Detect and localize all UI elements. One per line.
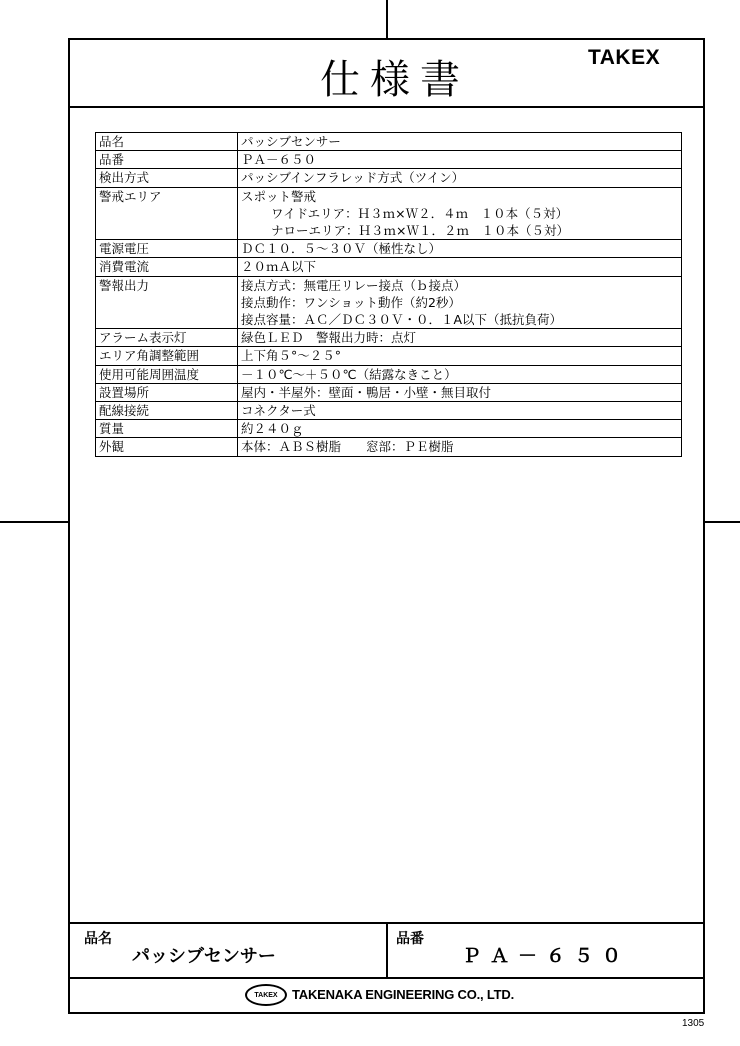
spec-label: 質量 xyxy=(96,420,238,438)
product-number-value: ＰＡ－６５０ xyxy=(462,945,631,967)
spec-label: 消費電流 xyxy=(96,258,238,276)
registration-mark-right xyxy=(704,521,740,523)
spec-value xyxy=(238,187,682,240)
spec-label: 警戒エリア xyxy=(96,187,238,240)
spec-row xyxy=(96,420,682,438)
spec-row xyxy=(96,276,682,329)
spec-value-line: 本体：ＡＢＳ樹脂 窓部：ＰＥ樹脂 xyxy=(241,439,454,455)
spec-value-line: 屋内・半屋外：壁面・鴨居・小壁・無目取付 xyxy=(241,384,492,400)
spec-value-line: パッシブセンサー xyxy=(241,134,341,149)
spec-value xyxy=(238,383,682,401)
spec-row xyxy=(96,133,682,151)
spec-label: 配線接続 xyxy=(96,402,238,420)
spec-value xyxy=(238,169,682,187)
spec-row xyxy=(96,365,682,383)
product-name-label: 品名 xyxy=(84,931,112,947)
spec-value-line: パッシブインフラレッド方式（ツイン） xyxy=(241,170,465,186)
spec-value-line: ナローエリア：Ｈ３ｍ×Ｗ１．２ｍ １０本（５対） xyxy=(271,223,569,239)
spec-label: 設置場所 xyxy=(96,383,238,401)
spec-value xyxy=(238,258,682,276)
spec-row xyxy=(96,169,682,187)
spec-value-line: ＤＣ１０．５～３０Ｖ（極性なし） xyxy=(241,241,442,257)
spec-value-line: スポット警戒 xyxy=(241,188,317,204)
company-logo xyxy=(245,984,287,1006)
company-logo-text: TAKEX xyxy=(254,991,278,999)
spec-label: 警報出力 xyxy=(96,276,238,329)
spec-value xyxy=(238,276,682,329)
footer-product-info xyxy=(70,922,703,979)
spec-row xyxy=(96,240,682,258)
spec-row xyxy=(96,383,682,401)
spec-value xyxy=(238,402,682,420)
spec-value-line: ワイドエリア：Ｈ３ｍ×Ｗ２．４ｍ １０本（５対） xyxy=(271,205,569,221)
spec-value-line: 約２４０ｇ xyxy=(241,421,304,437)
spec-row xyxy=(96,151,682,169)
spec-table xyxy=(95,132,682,457)
spec-table-body xyxy=(96,133,682,457)
spec-row xyxy=(96,438,682,456)
spec-value-line: 接点方式：無電圧リレー接点（ｂ接点） xyxy=(241,277,467,293)
footer-divider xyxy=(386,924,388,977)
company-bar xyxy=(70,979,703,1012)
spec-sheet xyxy=(68,38,705,1014)
company-name: TAKENAKA ENGINEERING CO., LTD. xyxy=(292,987,514,1002)
title-area xyxy=(70,40,703,108)
spec-value-line: 接点容量：ＡＣ／ＤＣ３０Ｖ・０．１A以下（抵抗負荷） xyxy=(241,312,563,328)
spec-label: 電源電圧 xyxy=(96,240,238,258)
spec-value xyxy=(238,347,682,365)
product-name-value: パッシブセンサー xyxy=(132,946,276,967)
spec-value-line: ２０ｍＡ以下 xyxy=(241,259,317,275)
spec-label: アラーム表示灯 xyxy=(96,329,238,347)
spec-label: 外観 xyxy=(96,438,238,456)
spec-label: 品名 xyxy=(96,133,238,151)
spec-row xyxy=(96,347,682,365)
brand-logo-text: TAKEX xyxy=(588,46,661,69)
spec-label: 品番 xyxy=(96,151,238,169)
registration-mark-top xyxy=(386,0,388,38)
spec-value xyxy=(238,151,682,169)
product-number-label: 品番 xyxy=(396,931,424,947)
spec-value xyxy=(238,329,682,347)
spec-value xyxy=(238,365,682,383)
spec-row xyxy=(96,402,682,420)
spec-row xyxy=(96,258,682,276)
spec-value-line: コネクター式 xyxy=(241,403,316,419)
spec-value-line: 緑色ＬＥＤ 警報出力時：点灯 xyxy=(241,330,417,346)
spec-value-line: －１０℃～＋５０℃（結露なきこと） xyxy=(241,366,457,382)
spec-row xyxy=(96,329,682,347)
spec-value xyxy=(238,420,682,438)
spec-value-line: ＰＡ－６５０ xyxy=(241,152,317,168)
spec-label: エリア角調整範囲 xyxy=(96,347,238,365)
spec-row xyxy=(96,187,682,240)
spec-value xyxy=(238,133,682,151)
document-title: 仕様書 xyxy=(320,57,470,103)
spec-value xyxy=(238,240,682,258)
spec-label: 使用可能周囲温度 xyxy=(96,365,238,383)
spec-value xyxy=(238,438,682,456)
registration-mark-left xyxy=(0,521,69,523)
spec-value-line: 上下角５°～２５° xyxy=(241,348,342,364)
spec-label: 検出方式 xyxy=(96,169,238,187)
document-code: 1305 xyxy=(682,1018,705,1029)
spec-value-line: 接点動作：ワンショット動作（約2秒） xyxy=(241,294,461,310)
